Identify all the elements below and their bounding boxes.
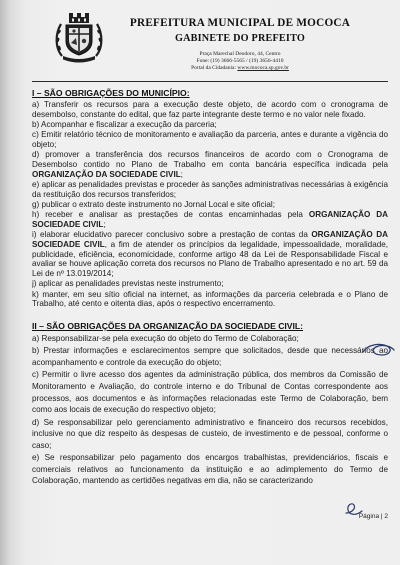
list-item: [32, 100, 388, 120]
item-letter: e): [32, 453, 45, 463]
item-text: , a fim de atender os princípios da legalidade, impessoalidade, moralidade, publicidade, eficiência, economicidade, conforme artigo 48 da Lei de Responsabilidade Fiscal e avaliar se houve aplicação correta dos recursos no Plano de Trabalho apresentado e no art. 59 da Lei de nº 13.019/2014;: [32, 239, 388, 279]
item-letter: a): [32, 334, 42, 343]
item-letter: b): [32, 346, 44, 356]
item-letter: b): [32, 119, 42, 129]
address-street: Praça Marechal Deodoro, 44, Centro: [199, 51, 281, 57]
section-heading: II – SÃO OBRIGAÇÕES DA ORGANIZAÇÃO DA SOCIEDADE CIVIL:: [32, 321, 304, 331]
obligations-list: [32, 333, 388, 511]
list-item: [32, 150, 388, 179]
section-municipality-obligations: [32, 88, 388, 322]
item-text-bold: ORGANIZAÇÃO DA SOCIEDADE CIVIL: [32, 230, 388, 249]
item-text: Responsabilizar-se pela execução do objeto do Termo de Colaboração;: [41, 334, 299, 343]
item-text: Prestar informações e esclarecimentos sempre que solicitados, desde que necessários ao acompanhamento e controle da execução do objeto;: [32, 346, 388, 367]
item-text: ;: [103, 219, 106, 229]
address-portal: [108, 65, 372, 72]
section-heading: I – SÃO OBRIGAÇÕES DO MUNICÍPIO:: [32, 88, 190, 98]
item-text: aplicar as penalidades previstas e proceder às sanções administrativas necessárias à exigência da restituição dos recursos transferidos;: [32, 179, 388, 199]
address-phone: Fone: (19) 3666-5565 / (19) 3656-4410: [196, 58, 284, 64]
item-text: publicar o extrato deste instrumento no Jornal Local e site oficial;: [41, 199, 275, 209]
item-text: Permitir o livre acesso dos agentes da administração pública, dos membros da Comissão de Monitoramento e Avaliação, do controle interno e do Tribunal de Contas correspondente aos processos, aos documentos e às informações relacionadas este Termo de Colaboração, bem como aos locais de execução do respectivo objeto;: [32, 370, 388, 415]
list-item: [32, 130, 388, 150]
item-text: Emitir relatório técnico de monitoramento e avaliação da parceria, antes e durante a vigência do objeto;: [32, 130, 388, 149]
item-letter: i): [32, 230, 41, 240]
portal-label: Portal da Cidadania:: [191, 65, 238, 71]
item-text: Se responsabilizar pelo gerenciamento administrativo e financeiro dos recursos recebidos, inclusive no que diz respeito às despesas de custeio, de investimento e de pessoal, conforme o caso;: [32, 417, 388, 450]
portal-url: www.mococa.sp.gov.br: [237, 65, 289, 71]
item-text: Transferir os recursos para a execução deste objeto, de acordo com o cronograma de desembolso, constante do edital, que faz parte integrante deste termo e no valor nele fixado.: [32, 100, 388, 119]
list-item: [32, 369, 388, 415]
list-item: [32, 452, 388, 487]
list-item: [32, 200, 388, 210]
list-item: [32, 120, 388, 130]
item-text: elaborar elucidativo parecer conclusivo sobre a prestação de contas da: [40, 230, 312, 240]
item-text-bold: ORGANIZAÇÃO DA SOCIEDADE CIVIL: [32, 169, 181, 179]
item-letter: c): [32, 370, 43, 380]
handwritten-scribble: [360, 340, 396, 360]
item-letter: a): [32, 100, 44, 109]
office-subtitle: GABINETE DO PREFEITO: [174, 33, 306, 44]
item-letter: d): [32, 417, 44, 427]
coat-of-arms-icon: [54, 10, 104, 64]
item-text: manter, em seu sítio oficial na internet, as informações da parceria celebrada e o Plano de Trabalho, até cento e oitenta dias, após o respectivo encerramento.: [32, 289, 388, 309]
item-text: aplicar as penalidades previstas neste instrumento;: [38, 279, 224, 289]
item-text: promover a transferência dos recursos financeiros de acordo com o Cronograma de Desembolso contido no Plano de Trabalho em conta bancária específica indicada pela: [32, 150, 388, 169]
obligations-list: [32, 100, 388, 322]
letterhead: [108, 17, 372, 72]
item-letter: e): [32, 179, 42, 189]
address-block: [108, 51, 372, 72]
item-text: receber e analisar as prestações de contas encaminhadas pela: [45, 210, 309, 220]
list-item: [32, 279, 388, 289]
page-number: Página | 2: [358, 513, 388, 520]
municipality-title: PREFEITURA MUNICIPAL DE MOCOCA: [129, 17, 351, 29]
item-letter: h): [32, 210, 46, 220]
item-text: Acompanhar e fiscalizar a execução da parceria;: [41, 119, 217, 129]
item-letter: k): [32, 289, 43, 299]
list-item: [32, 345, 388, 368]
item-letter: d): [32, 150, 46, 160]
item-letter: g): [32, 199, 42, 209]
list-item: [32, 290, 388, 310]
list-item: [32, 230, 388, 279]
item-text: Se responsabilizar pelo pagamento dos encargos trabalhistas, previdenciários, fiscais e comerciais relativos ao funcionamento da instituição e ao adimplemento do Termo de Colaboração, mantendo as certidões negativas em dia, não se caracterizando: [32, 453, 388, 486]
section-civil-society-obligations: [32, 321, 388, 511]
list-item: [32, 210, 388, 230]
item-text-bold: ORGANIZAÇÃO DA SOCIEDADE CIVIL: [32, 210, 388, 229]
list-item: [32, 180, 388, 200]
list-item: [32, 333, 388, 345]
item-letter: j): [32, 279, 39, 289]
header-divider: [32, 81, 388, 82]
item-text: ;: [180, 169, 183, 179]
list-item: [32, 417, 388, 452]
item-letter: c): [32, 130, 42, 140]
